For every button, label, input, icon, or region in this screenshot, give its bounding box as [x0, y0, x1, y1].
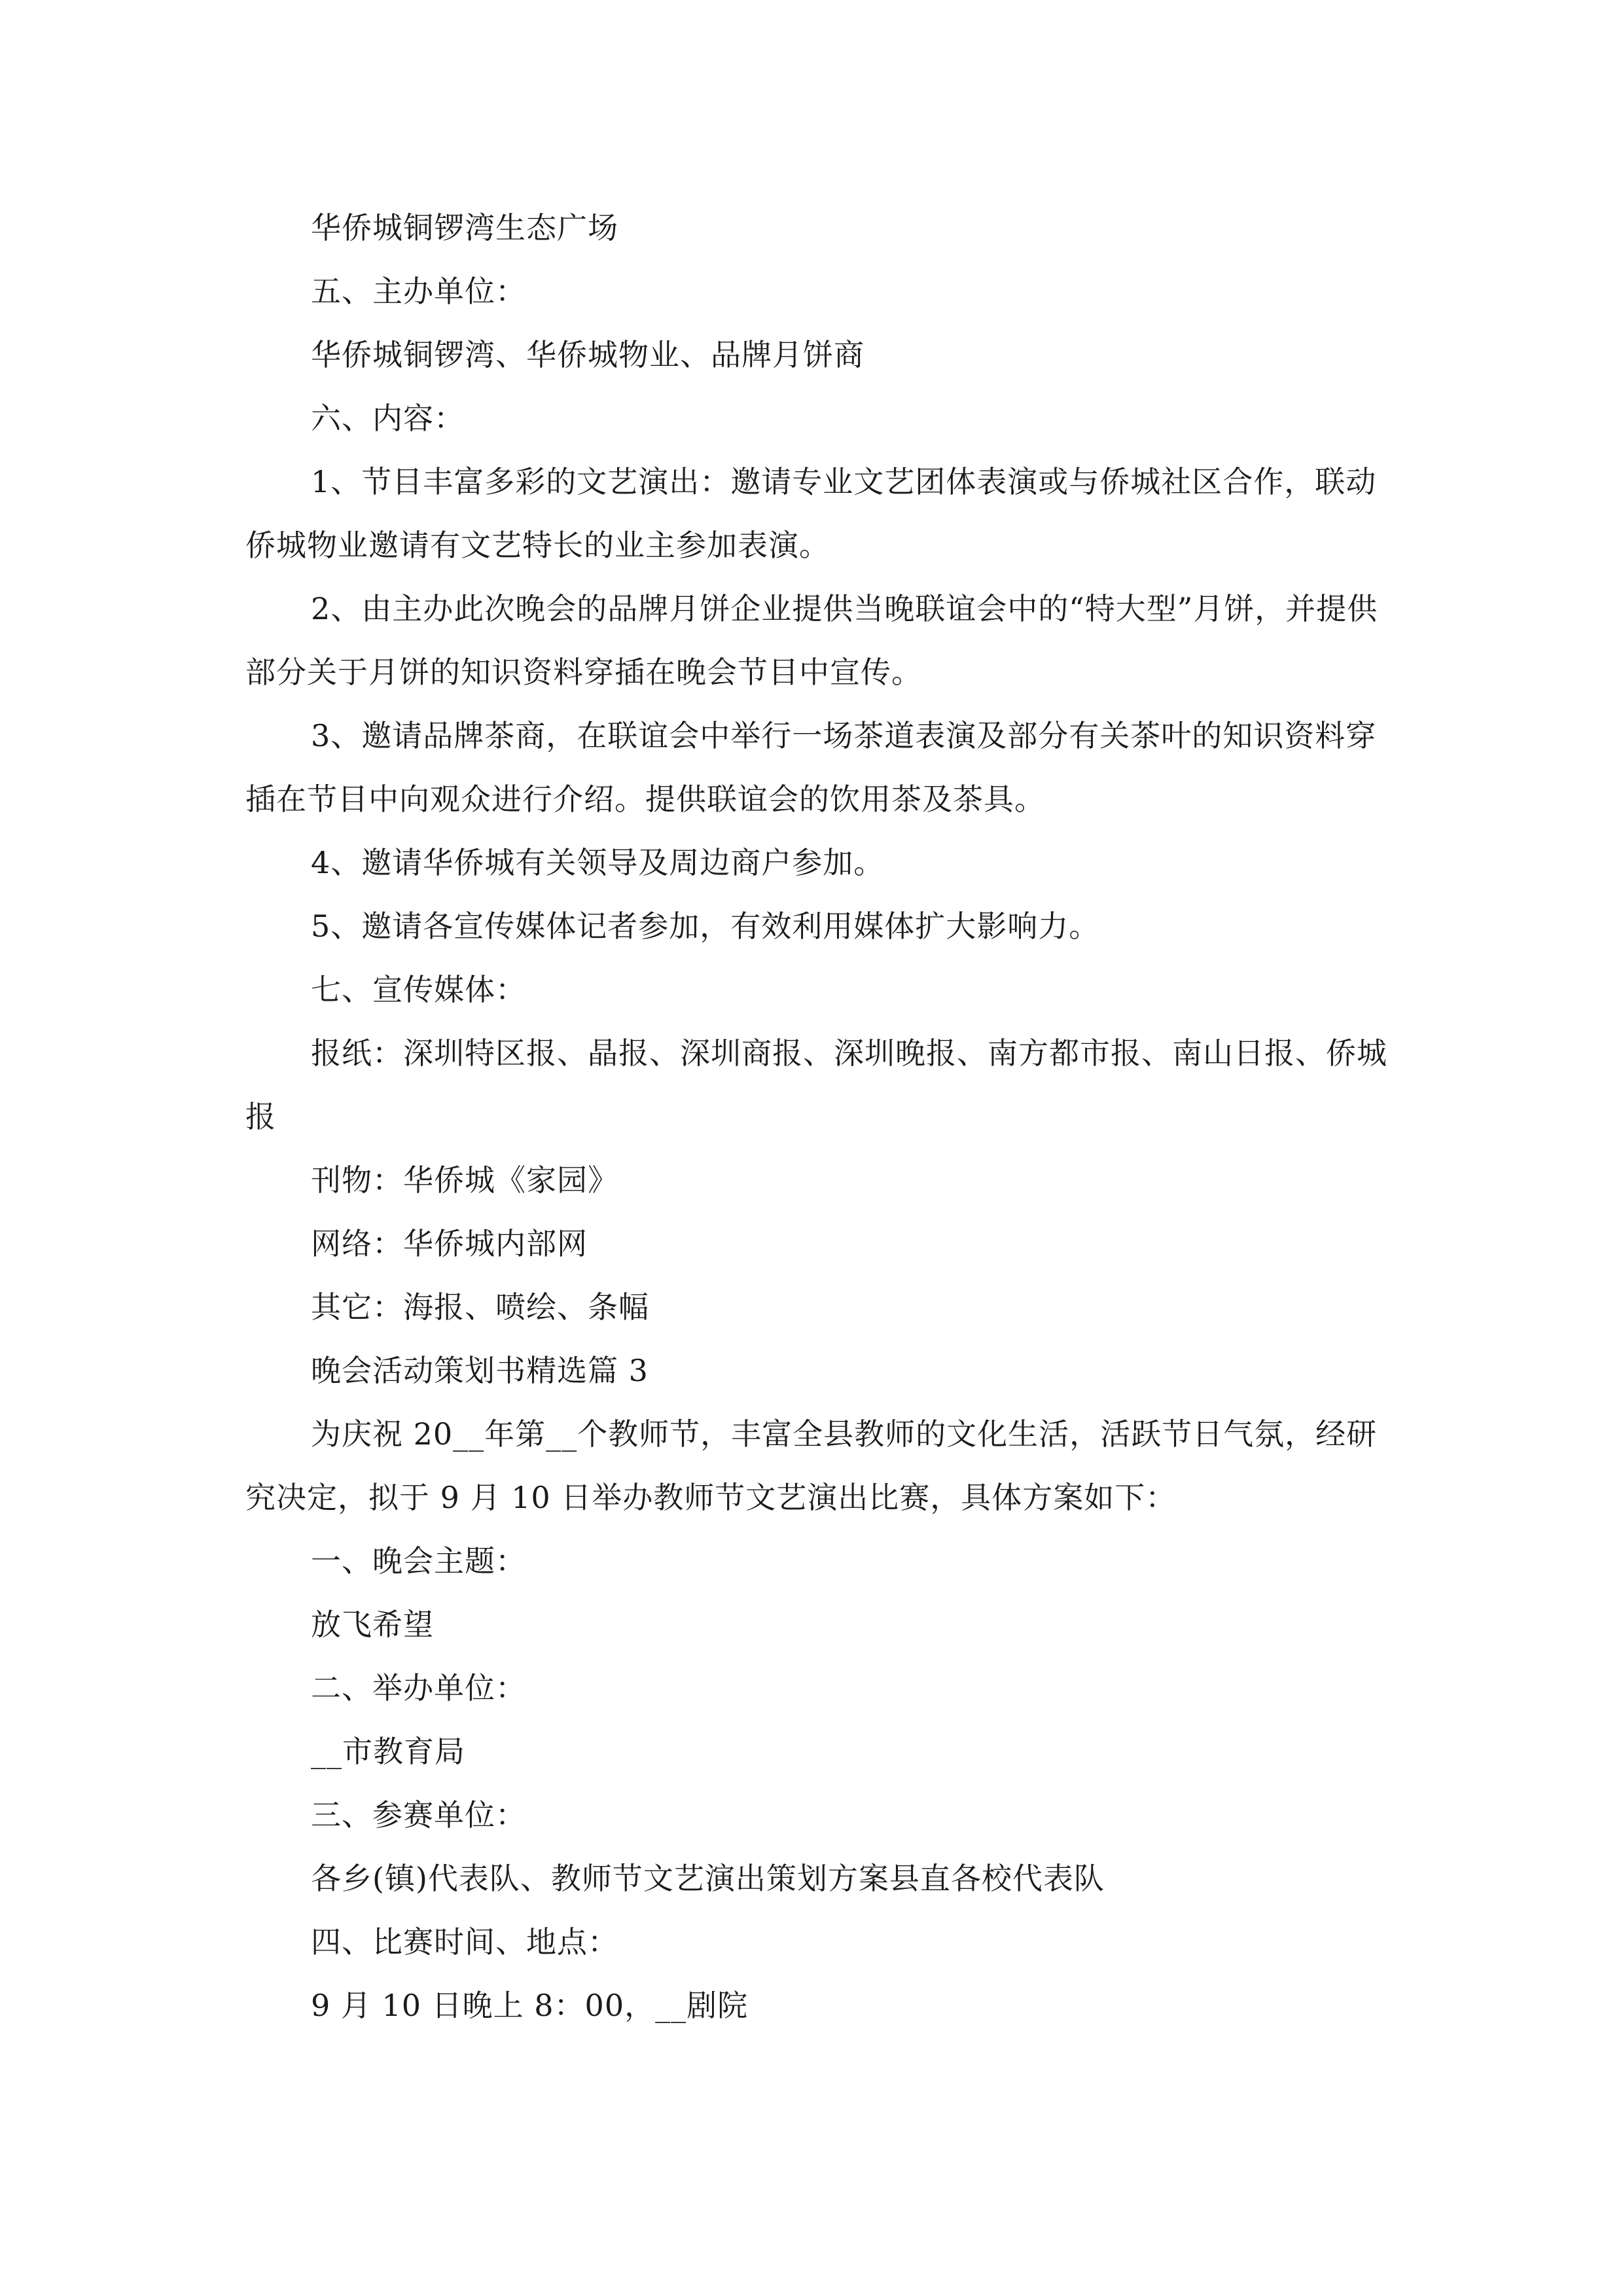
document-body [245, 196, 1397, 2037]
paragraph-content-item-2: 2、由主办此次晚会的品牌月饼企业提供当晚联谊会中的“特大型”月饼，并提供部分关于月饼的知识资料穿插在晚会节目中宣传。 [245, 591, 1378, 690]
paragraph-intro: 为庆祝 20__年第__个教师节，丰富全县教师的文化生活，活跃节日气氛，经研究决定，拟于 9 月 10 日举办教师节文艺演出比赛，具体方案如下： [245, 1416, 1378, 1515]
heading-content: 六、内容： [311, 401, 465, 436]
heading-media: 七、宣传媒体： [311, 972, 526, 1007]
paragraph-content-item-4: 4、邀请华侨城有关领导及周边商户参加。 [311, 845, 885, 880]
paragraph-media-other: 其它：海报、喷绘、条幅 [311, 1289, 649, 1325]
heading-organizer: 五、主办单位： [311, 274, 526, 309]
heading-time-place: 四、比赛时间、地点： [311, 1924, 618, 1960]
paragraph-media-publications: 刊物：华侨城《家园》 [311, 1162, 618, 1198]
paragraph-content-item-3: 3、邀请品牌茶商，在联谊会中举行一场茶道表演及部分有关茶叶的知识资料穿插在节目中向观众进行介绍。提供联谊会的饮用茶及茶具。 [245, 718, 1377, 817]
paragraph-venue: 华侨城铜锣湾生态广场 [311, 210, 618, 245]
paragraph-theme: 放飞希望 [311, 1607, 434, 1642]
paragraph-media-newspapers: 报纸：深圳特区报、晶报、深圳商报、深圳晚报、南方都市报、南山日报、侨城报 [245, 1035, 1387, 1134]
paragraph-host: __市教育局 [311, 1734, 465, 1769]
paragraph-participants: 各乡(镇)代表队、教师节文艺演出策划方案县直各校代表队 [311, 1861, 1105, 1896]
heading-theme: 一、晚会主题： [311, 1543, 526, 1579]
paragraph-organizer: 华侨城铜锣湾、华侨城物业、品牌月饼商 [311, 337, 865, 372]
paragraph-content-item-5: 5、邀请各宣传媒体记者参加，有效利用媒体扩大影响力。 [311, 908, 1100, 944]
paragraph-media-network: 网络：华侨城内部网 [311, 1226, 588, 1261]
paragraph-time-place: 9 月 10 日晚上 8：00，__剧院 [311, 1988, 749, 2023]
paragraph-content-item-1: 1、节目丰富多彩的文艺演出：邀请专业文艺团体表演或与侨城社区合作，联动侨城物业邀请有文艺特长的业主参加表演。 [245, 464, 1377, 563]
section-title-part-3: 晚会活动策划书精选篇 3 [311, 1353, 649, 1388]
heading-participants: 三、参赛单位： [311, 1797, 526, 1833]
heading-host: 二、举办单位： [311, 1670, 526, 1706]
